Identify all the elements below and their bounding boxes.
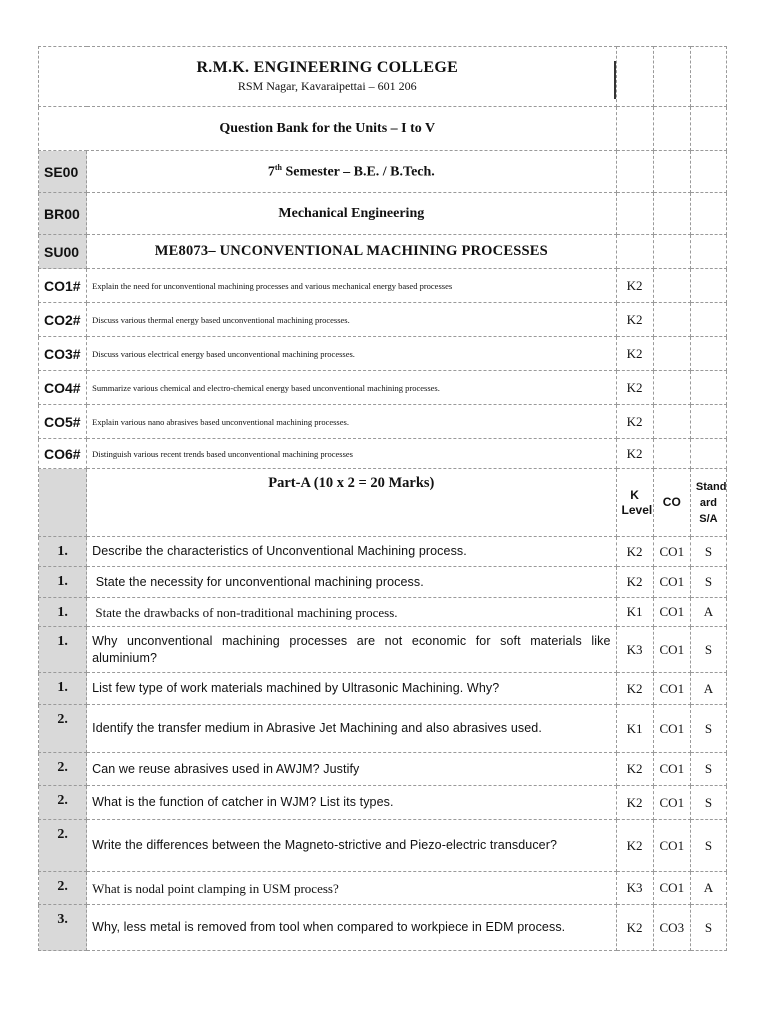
question-text: What is the function of catcher in WJM? List its types. [87,786,616,820]
semester-row [39,151,727,193]
question-co: CO1 [653,537,690,567]
co-k-level: K2 [616,439,653,469]
question-k-level: K2 [616,786,653,820]
standard-header: Stand ard S/A [690,469,726,537]
question-co: CO1 [653,567,690,598]
k-level-header: K Level [616,469,653,537]
course-outcome-row [39,439,727,469]
course-outcome-row [39,405,727,439]
question-text: Why unconventional machining processes are not economic for soft materials like aluminium? [87,627,616,673]
question-bank-table [38,46,727,951]
question-standard: S [690,627,726,673]
branch-label: Mechanical Engineering [87,193,616,235]
question-text: State the drawbacks of non-traditional machining process. [87,598,616,627]
question-k-level: K2 [616,537,653,567]
question-number: 2. [39,820,87,872]
question-row [39,627,727,673]
question-number: 2. [39,753,87,786]
question-text: What is nodal point clamping in USM process? [87,872,616,905]
row-code: SE00 [39,151,87,193]
question-co: CO1 [653,820,690,872]
college-name: R.M.K. ENGINEERING COLLEGE [196,59,459,76]
question-row [39,567,727,598]
question-k-level: K1 [616,705,653,753]
question-text: Can we reuse abrasives used in AWJM? Justify [87,753,616,786]
question-k-level: K2 [616,673,653,705]
subject-label: ME8073– UNCONVENTIONAL MACHINING PROCESSES [87,235,616,269]
part-a-title: Part-A (10 x 2 = 20 Marks) [87,469,616,537]
question-row [39,786,727,820]
co-code: CO5# [39,405,87,439]
question-co: CO1 [653,598,690,627]
question-number: 2. [39,872,87,905]
semester-label: 7th Semester – B.E. / B.Tech. [87,151,616,193]
co-description: Explain the need for unconventional machining processes and various mechanical energy based processes [87,269,616,303]
co-k-level: K2 [616,303,653,337]
question-row [39,872,727,905]
question-co: CO1 [653,627,690,673]
question-text: Identify the transfer medium in Abrasive Jet Machining and also abrasives used. [87,705,616,753]
question-k-level: K2 [616,753,653,786]
question-text: List few type of work materials machined by Ultrasonic Machining. Why? [87,673,616,705]
question-standard: S [690,753,726,786]
co-k-level: K2 [616,269,653,303]
question-co: CO3 [653,905,690,951]
co-k-level: K2 [616,405,653,439]
question-k-level: K2 [616,820,653,872]
question-number: 1. [39,627,87,673]
question-k-level: K2 [616,905,653,951]
question-number: 3. [39,905,87,951]
question-k-level: K3 [616,872,653,905]
question-number: 1. [39,537,87,567]
co-code: CO6# [39,439,87,469]
question-bank-title-row [39,107,727,151]
co-code: CO4# [39,371,87,405]
course-outcome-row [39,269,727,303]
question-co: CO1 [653,753,690,786]
course-outcome-row [39,337,727,371]
branch-row [39,193,727,235]
question-co: CO1 [653,872,690,905]
question-k-level: K2 [616,567,653,598]
question-row [39,905,727,951]
co-description: Discuss various electrical energy based unconventional machining processes. [87,337,616,371]
co-code: CO2# [39,303,87,337]
question-standard: S [690,537,726,567]
question-number: 1. [39,567,87,598]
question-row [39,705,727,753]
co-k-level: K2 [616,337,653,371]
row-code: BR00 [39,193,87,235]
question-text: State the necessity for unconventional machining process. [87,567,616,598]
question-standard: S [690,705,726,753]
question-standard: A [690,673,726,705]
co-k-level: K2 [616,371,653,405]
row-code: SU00 [39,235,87,269]
co-code: CO1# [39,269,87,303]
question-standard: S [690,786,726,820]
question-number: 1. [39,598,87,627]
co-code: CO3# [39,337,87,371]
co-description: Distinguish various recent trends based unconventional machining processes [87,439,616,469]
college-header-row [39,47,727,107]
question-standard: S [690,905,726,951]
question-co: CO1 [653,673,690,705]
question-number: 2. [39,705,87,753]
question-number: 2. [39,786,87,820]
question-text: Why, less metal is removed from tool when compared to workpiece in EDM process. [87,905,616,951]
question-co: CO1 [653,786,690,820]
question-standard: S [690,820,726,872]
co-description: Summarize various chemical and electro-chemical energy based unconventional machining processes. [87,371,616,405]
course-outcome-row [39,371,727,405]
question-row [39,753,727,786]
question-text: Write the differences between the Magneto-strictive and Piezo-electric transducer? [87,820,616,872]
college-address: RSM Nagar, Kavaraipettai – 601 206 [237,79,417,93]
question-bank-title: Question Bank for the Units – I to V [39,107,617,151]
subject-row [39,235,727,269]
co-header: CO [653,469,690,537]
question-standard: A [690,872,726,905]
question-row [39,598,727,627]
question-row [39,820,727,872]
course-outcome-row [39,303,727,337]
question-text: Describe the characteristics of Unconventional Machining process. [87,537,616,567]
college-header-cell [39,47,617,107]
co-description: Explain various nano abrasives based unconventional machining processes. [87,405,616,439]
co-description: Discuss various thermal energy based unconventional machining processes. [87,303,616,337]
question-k-level: K3 [616,627,653,673]
question-standard: A [690,598,726,627]
header-divider [614,61,616,99]
question-k-level: K1 [616,598,653,627]
question-number: 1. [39,673,87,705]
question-row [39,537,727,567]
question-row [39,673,727,705]
question-co: CO1 [653,705,690,753]
part-a-header-row [39,469,727,537]
question-standard: S [690,567,726,598]
